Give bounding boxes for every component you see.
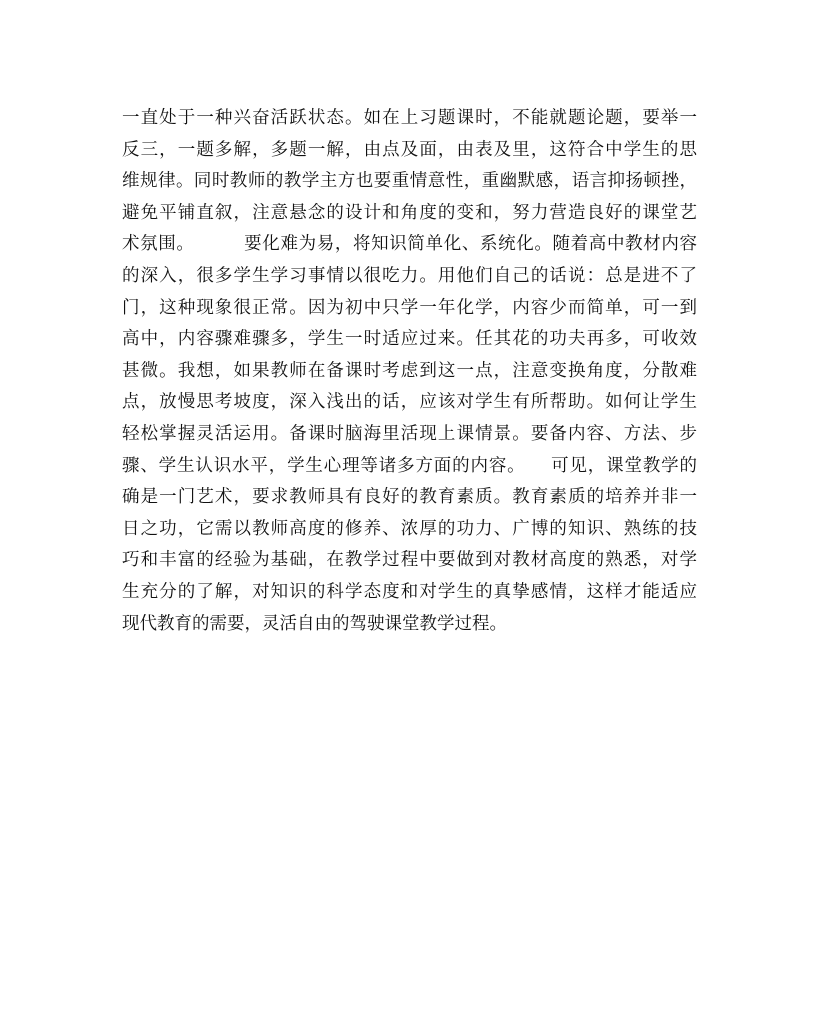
text-line-11: 轻松掌握灵活运用。备课时脑海里活现上课情景。要备内容、方法、步 xyxy=(122,423,697,444)
text-line-9: 甚微。我想，如果教师在备课时考虑到这一点，注意变换角度，分散难 xyxy=(122,360,697,381)
text-line-16: 生充分的了解，对知识的科学态度和对学生的真挚感情，这样才能适应 xyxy=(122,581,697,602)
text-line-3: 维规律。同时教师的教学主方也要重情意性，重幽默感，语言抑扬顿挫， xyxy=(122,171,697,192)
text-line-10: 点，放慢思考坡度，深入浅出的话，应该对学生有所帮助。如何让学生 xyxy=(122,392,697,413)
text-line-8: 高中，内容骤难骤多，学生一时适应过来。任其花的功夫再多，可收效 xyxy=(122,329,697,350)
text-line-6: 的深入，很多学生学习事情以很吃力。用他们自己的话说：总是进不了 xyxy=(122,265,697,286)
text-line-5: 术氛围。 要化难为易，将知识简单化、系统化。随着高中教材内容 xyxy=(122,234,697,255)
text-line-7: 门，这种现象很正常。因为初中只学一年化学，内容少而简单，可一到 xyxy=(122,297,697,318)
text-line-17: 现代教育的需要，灵活自由的驾驶课堂教学过程。 xyxy=(122,613,507,634)
text-line-12: 骤、学生认识水平，学生心理等诸多方面的内容。 可见，课堂教学的 xyxy=(122,455,697,476)
text-line-15: 巧和丰富的经验为基础，在教学过程中要做到对教材高度的熟悉，对学 xyxy=(122,550,697,571)
text-line-2: 反三，一题多解，多题一解，由点及面，由表及里，这符合中学生的思 xyxy=(122,139,697,160)
body-text xyxy=(122,103,697,640)
text-line-13: 确是一门艺术，要求教师具有良好的教育素质。教育素质的培养并非一 xyxy=(122,487,697,508)
text-line-4: 避免平铺直叙，注意悬念的设计和角度的变和，努力营造良好的课堂艺 xyxy=(122,202,697,223)
text-line-1: 一直处于一种兴奋活跃状态。如在上习题课时，不能就题论题，要举一 xyxy=(122,108,697,128)
text-line-14: 日之功，它需以教师高度的修养、浓厚的功力、广博的知识、熟练的技 xyxy=(122,518,697,539)
